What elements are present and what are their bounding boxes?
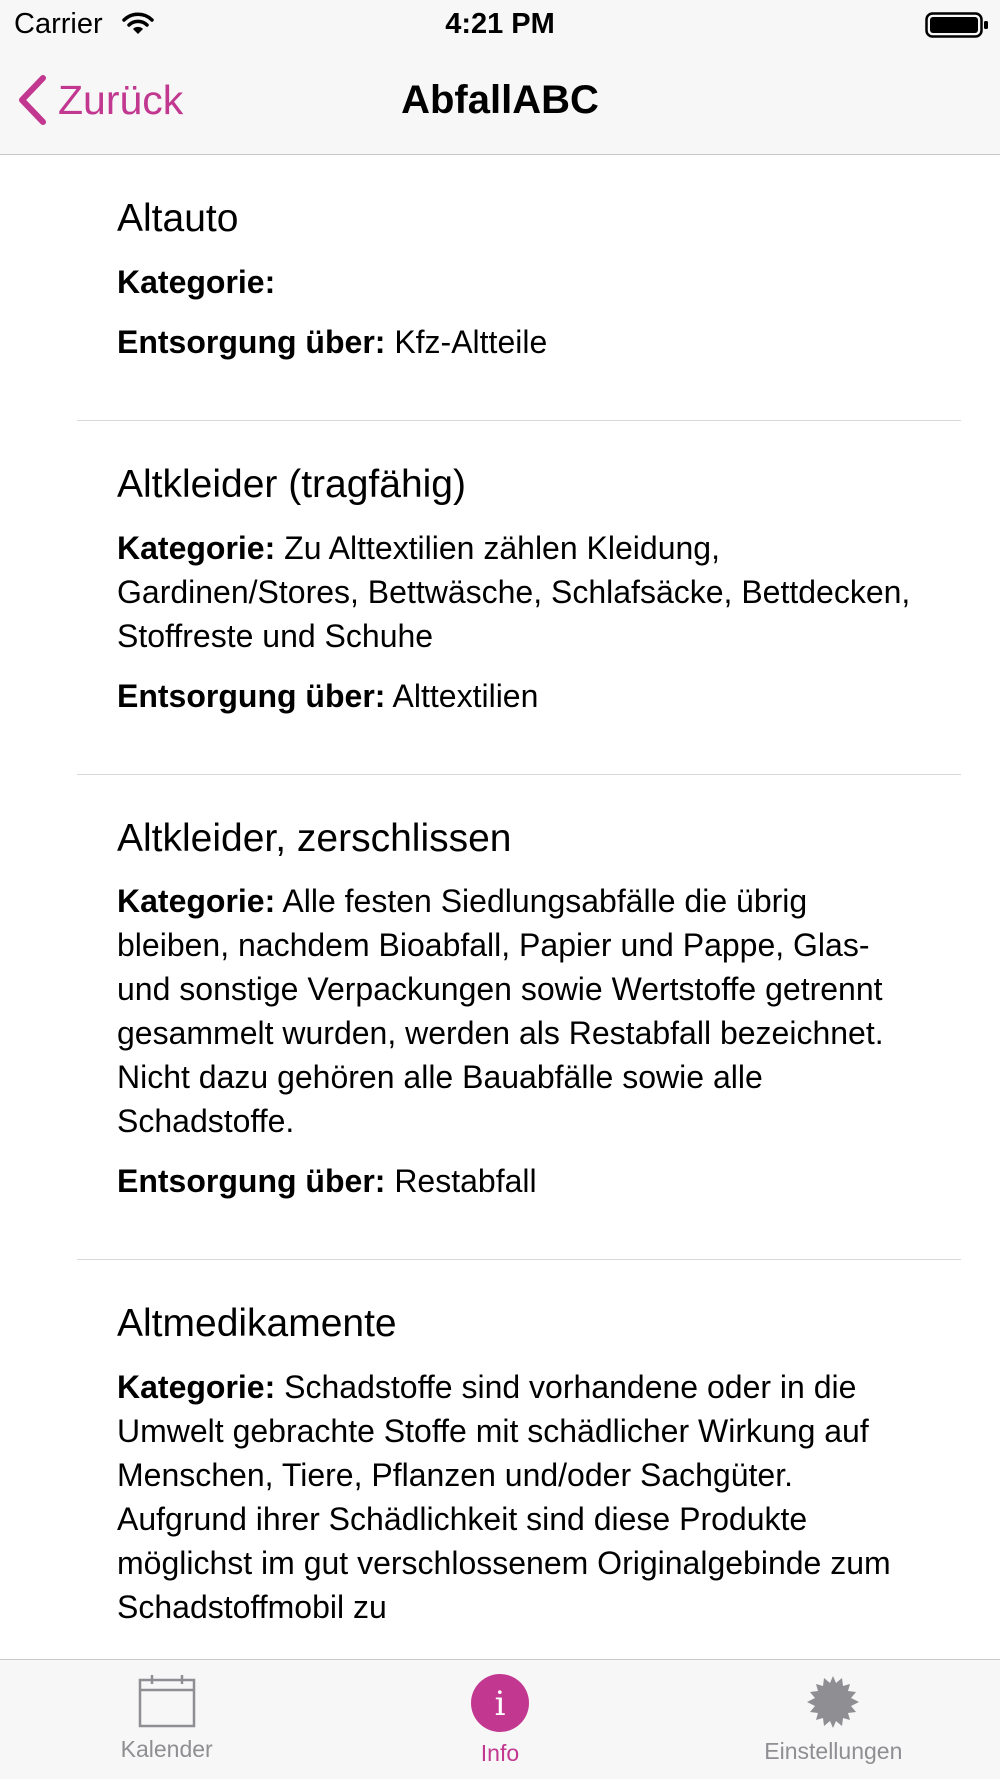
navigation-bar xyxy=(0,50,1000,155)
category-text: Schadstoffe sind vorhandene oder in die Umwelt gebrachte Stoffe mit schädlicher Wirkung auf Menschen, Tiere, Pflanzen und/oder Sachgüter. Aufgrund ihrer Schädlichkeit sind diese Produkte möglichst im gut verschlossenem Originalgebinde zum Schadstoffmobil zu xyxy=(117,1369,891,1625)
entry-disposal xyxy=(117,320,921,364)
category-text: Alle festen Siedlungsabfälle die übrig bleiben, nachdem Bioabfall, Papier und Pappe, Glas- und sonstige Verpackungen sowie Wertstoffe getrennt gesammelt wurden, werden als Restabfall bezeichnet. Nicht dazu gehören alle Bauabfälle sowie alle Schadstoffe. xyxy=(117,883,884,1140)
disposal-label: Entsorgung über: xyxy=(117,677,386,714)
category-label: Kategorie: xyxy=(117,529,276,566)
disposal-text: Alttextilien xyxy=(392,677,539,714)
back-button-label: Zurück xyxy=(58,76,184,123)
tab-label: Info xyxy=(480,1740,520,1766)
entry-title: Altauto xyxy=(117,197,239,240)
tab-label: Kalender xyxy=(120,1736,213,1762)
entry-disposal xyxy=(117,1159,921,1203)
calendar-icon xyxy=(138,1674,196,1728)
disposal-label: Entsorgung über: xyxy=(117,1163,386,1200)
entry-disposal xyxy=(117,674,921,718)
clock-label: 4:21 PM xyxy=(445,8,555,40)
carrier-label: Carrier xyxy=(14,8,103,40)
entry-title: Altkleider, zerschlissen xyxy=(117,816,512,860)
entry-category xyxy=(117,879,921,1143)
disposal-text: Restabfall xyxy=(394,1163,537,1200)
status-bar xyxy=(0,0,1000,50)
tab-calendar[interactable] xyxy=(0,1660,333,1779)
battery-icon xyxy=(925,10,989,45)
disposal-label: Entsorgung über: xyxy=(117,323,386,360)
list-item[interactable] xyxy=(77,155,961,421)
tab-settings[interactable] xyxy=(667,1660,1000,1779)
category-label: Kategorie: xyxy=(117,883,276,920)
svg-text:i: i xyxy=(494,1684,506,1724)
category-text: Zu Alttextilien zählen Kleidung, Gardinen/Stores, Bettwäsche, Schlafsäcke, Bettdecken, Stoffreste und Schuhe xyxy=(117,529,911,654)
list-item[interactable] xyxy=(77,421,961,775)
entry-category xyxy=(117,260,921,304)
list-item[interactable] xyxy=(77,1260,961,1659)
entry-title: Altmedikamente xyxy=(117,1302,397,1346)
entry-list[interactable] xyxy=(0,155,1000,1659)
entry-category xyxy=(117,526,921,658)
info-icon xyxy=(471,1674,529,1732)
page-title: AbfallABC xyxy=(401,78,599,122)
tab-bar xyxy=(0,1659,1000,1779)
category-label: Kategorie: xyxy=(117,263,276,300)
category-label: Kategorie: xyxy=(117,1369,276,1405)
gear-icon xyxy=(805,1674,861,1730)
disposal-text: Kfz-Altteile xyxy=(394,323,548,360)
tab-info[interactable] xyxy=(333,1660,666,1779)
entry-title: Altkleider (tragfähig) xyxy=(117,462,466,506)
entry-category xyxy=(117,1365,921,1629)
list-item[interactable] xyxy=(77,775,961,1261)
tab-label: Einstellungen xyxy=(764,1738,903,1764)
